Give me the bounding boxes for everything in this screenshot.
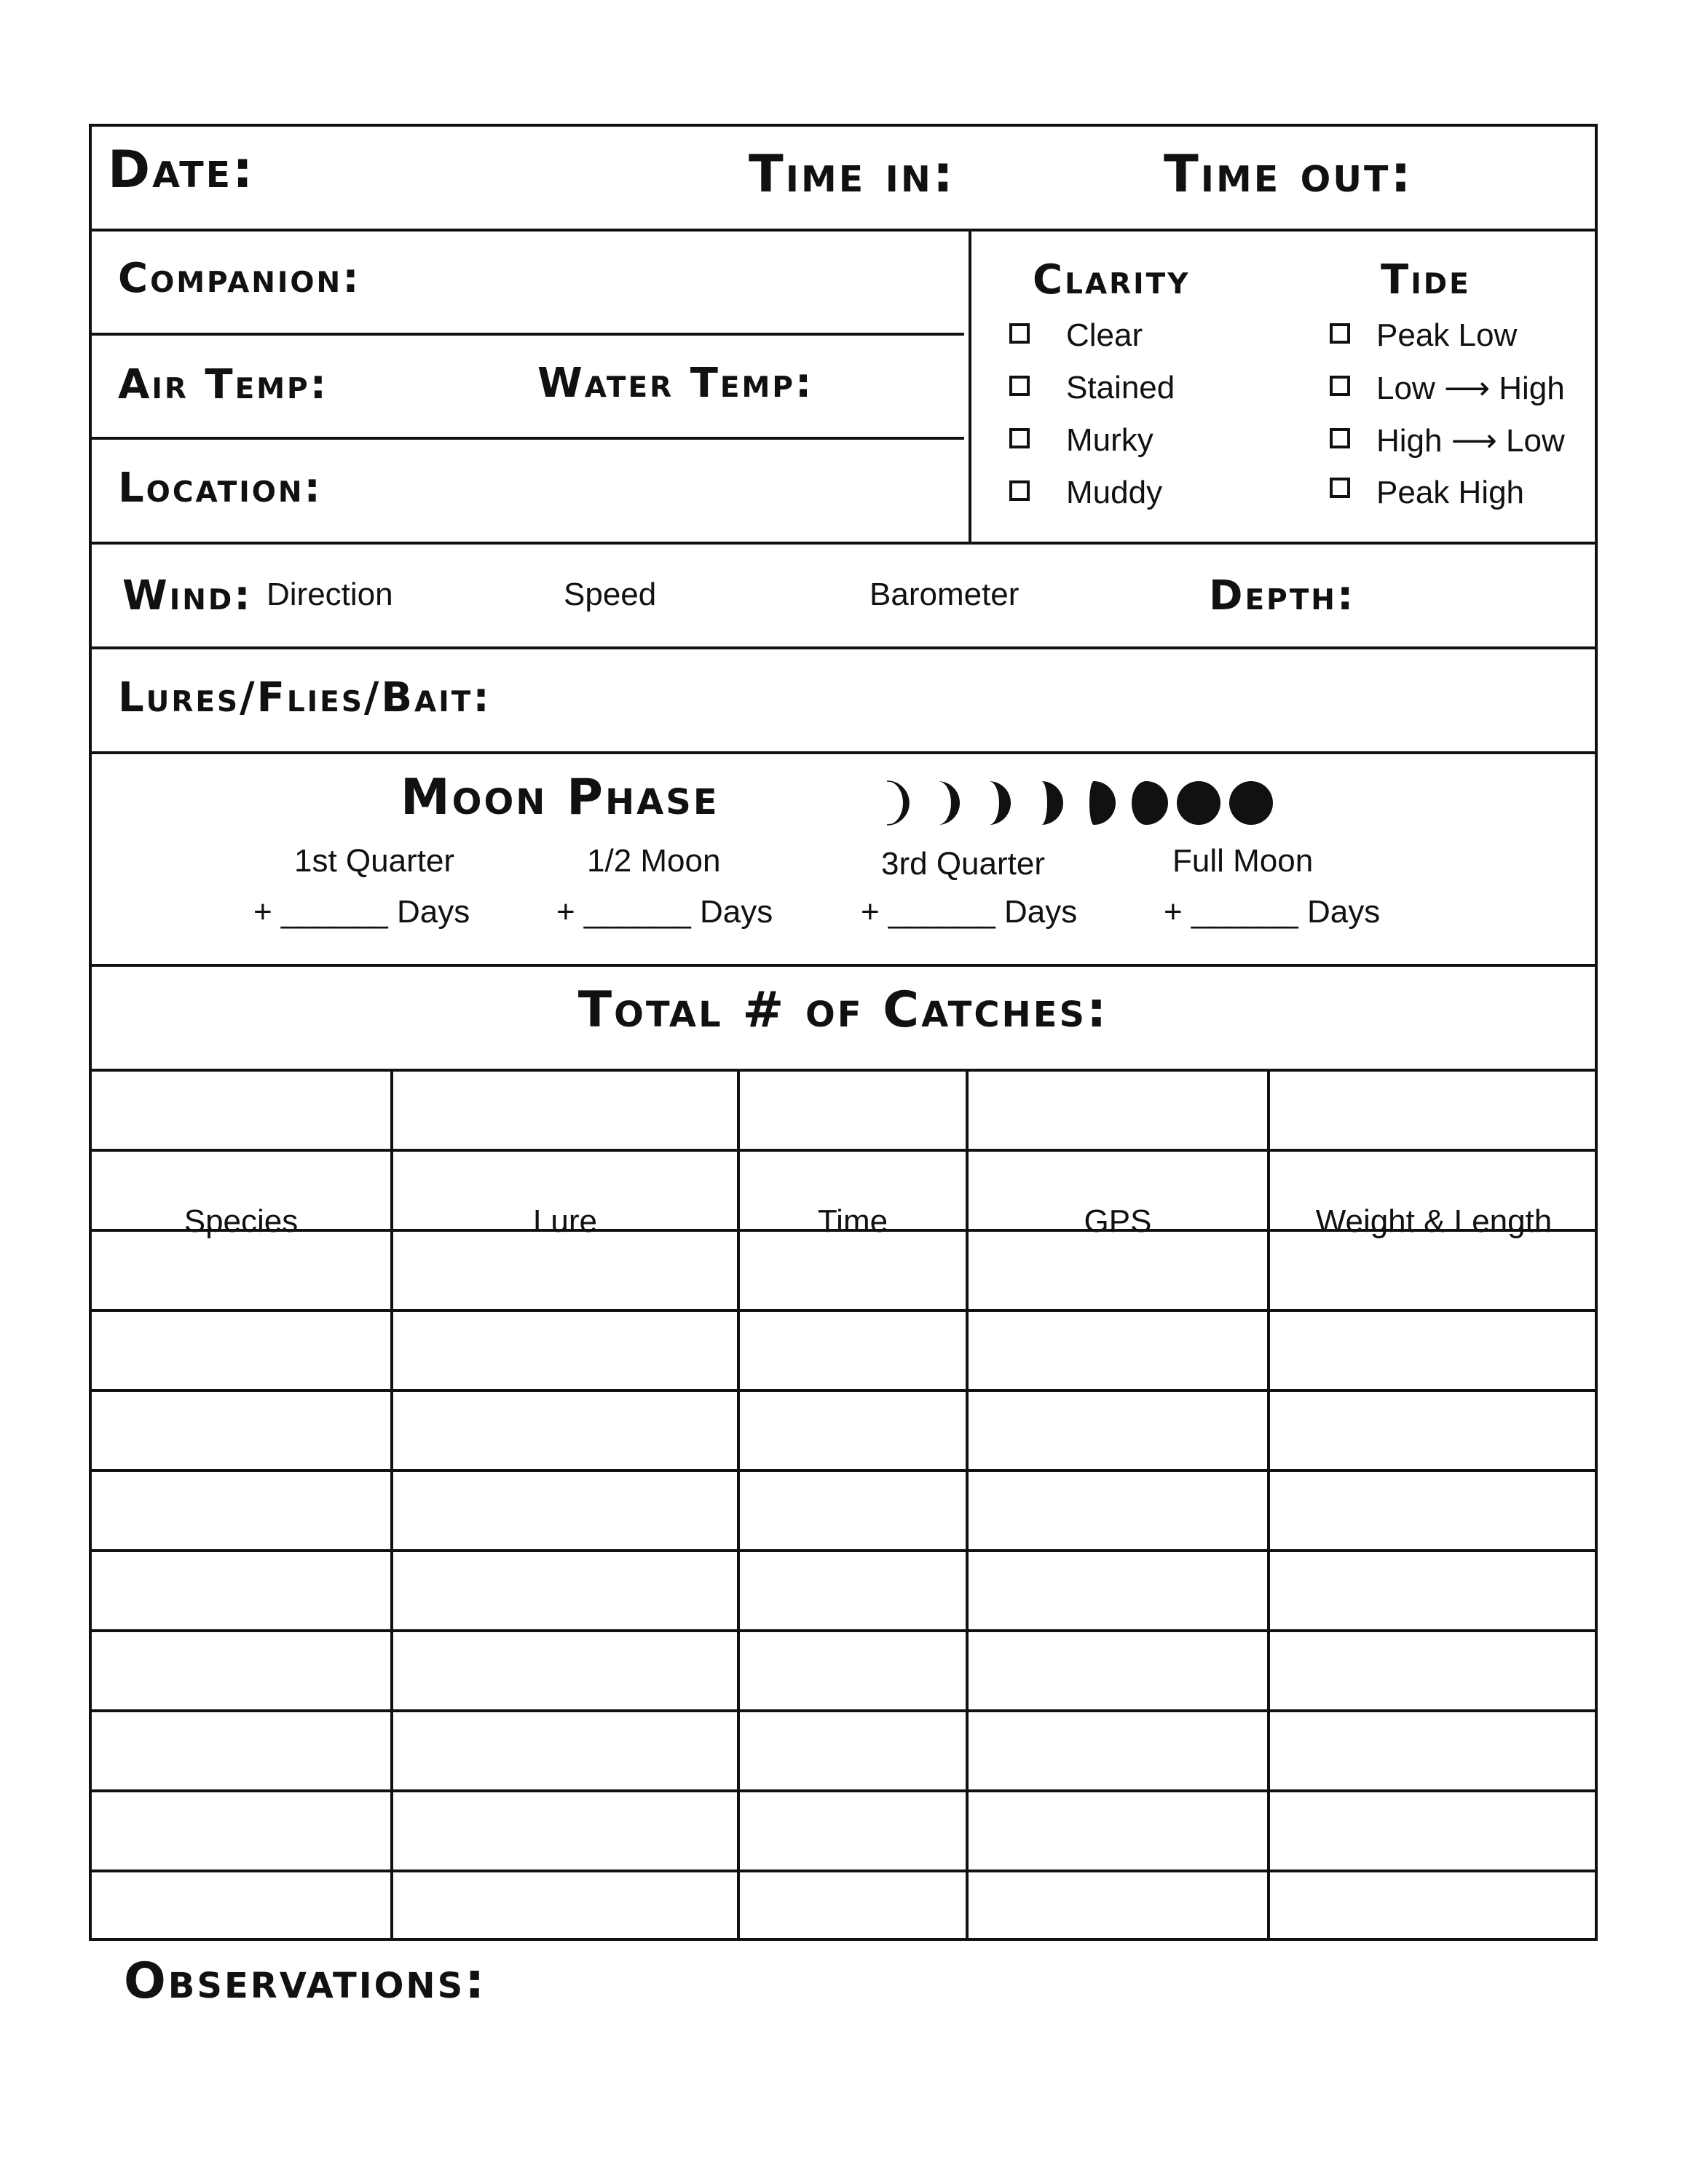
wind-speed-label: Speed xyxy=(564,577,657,612)
divider xyxy=(92,751,1595,754)
divider xyxy=(92,964,1595,967)
depth-label: Depth: xyxy=(1209,572,1356,620)
column-divider xyxy=(1267,1069,1270,1938)
table-row xyxy=(92,1309,1595,1312)
column-header-weight-length: Weight & Length xyxy=(1315,1203,1553,1239)
tide-title: Tide xyxy=(1381,256,1471,304)
moon-half-label: 1/2 Moon xyxy=(587,843,721,879)
clarity-muddy-checkbox[interactable] xyxy=(1009,480,1030,501)
moon-phase-6-icon xyxy=(1123,780,1170,826)
water-temp-label: Water Temp: xyxy=(537,360,814,407)
moon-phase-title: Moon Phase xyxy=(401,769,719,826)
clarity-murky-checkbox[interactable] xyxy=(1009,428,1030,448)
moon-first-quarter-label: 1st Quarter xyxy=(294,843,455,879)
tide-high-low-label: High ⟶ Low xyxy=(1376,423,1565,459)
time-in-label: Time in: xyxy=(749,144,955,204)
divider xyxy=(92,229,1595,232)
date-label: Date: xyxy=(108,140,256,199)
clarity-murky-label: Murky xyxy=(1066,422,1153,458)
moon-full-label: Full Moon xyxy=(1172,843,1314,879)
clarity-clear-checkbox[interactable] xyxy=(1009,323,1030,344)
tide-peak-low-label: Peak Low xyxy=(1376,317,1518,353)
column-divider xyxy=(737,1069,740,1938)
column-header-time: Time xyxy=(817,1203,888,1239)
lures-label: Lures/Flies/Bait: xyxy=(118,674,492,721)
total-catches-label: Total # of Catches: xyxy=(577,981,1109,1039)
divider xyxy=(92,333,964,336)
divider xyxy=(92,542,1595,545)
tide-low-high-checkbox[interactable] xyxy=(1330,376,1350,396)
catch-table xyxy=(92,1069,1595,1938)
divider xyxy=(92,437,964,440)
wind-label: Wind: xyxy=(122,572,253,620)
tide-peak-high-checkbox[interactable] xyxy=(1330,478,1350,498)
moon-phase-5-icon xyxy=(1070,780,1117,826)
column-divider xyxy=(390,1069,393,1938)
barometer-label: Barometer xyxy=(869,577,1019,612)
table-row xyxy=(92,1870,1595,1872)
divider xyxy=(969,229,971,542)
time-out-label: Time out: xyxy=(1164,144,1413,204)
moon-third-quarter-label: 3rd Quarter xyxy=(881,846,1045,882)
observations-label: Observations: xyxy=(124,1952,487,2010)
divider xyxy=(92,646,1595,649)
moon-phase-2-icon xyxy=(915,780,961,826)
moon-full-days: + ______ Days xyxy=(1164,894,1381,930)
clarity-muddy-label: Muddy xyxy=(1066,475,1163,510)
companion-label: Companion: xyxy=(118,255,361,302)
moon-third-quarter-days: + ______ Days xyxy=(861,894,1078,930)
wind-direction-label: Direction xyxy=(267,577,393,612)
air-temp-label: Air Temp: xyxy=(118,361,329,408)
table-row xyxy=(92,1149,1595,1152)
clarity-stained-checkbox[interactable] xyxy=(1009,376,1030,396)
clarity-stained-label: Stained xyxy=(1066,370,1175,405)
moon-half-days: + ______ Days xyxy=(556,894,773,930)
location-label: Location: xyxy=(118,464,323,512)
tide-peak-high-label: Peak High xyxy=(1376,475,1525,510)
column-header-lure: Lure xyxy=(532,1203,598,1239)
table-row xyxy=(92,1709,1595,1712)
tide-peak-low-checkbox[interactable] xyxy=(1330,323,1350,344)
clarity-title: Clarity xyxy=(1033,256,1191,304)
column-header-species: Species xyxy=(184,1203,299,1239)
table-row xyxy=(92,1549,1595,1552)
moon-phase-7-icon xyxy=(1175,780,1222,826)
tide-low-high-label: Low ⟶ High xyxy=(1376,371,1565,406)
table-row xyxy=(92,1469,1595,1472)
table-row xyxy=(92,1629,1595,1632)
clarity-clear-label: Clear xyxy=(1066,317,1143,353)
tide-high-low-checkbox[interactable] xyxy=(1330,428,1350,448)
fishing-log-form xyxy=(89,124,1598,1941)
table-row xyxy=(92,1789,1595,1792)
moon-phase-1-icon xyxy=(864,780,910,826)
moon-phase-4-icon xyxy=(1018,780,1065,826)
moon-first-quarter-days: + ______ Days xyxy=(253,894,470,930)
moon-phase-3-icon xyxy=(966,780,1012,826)
column-header-gps: GPS xyxy=(1084,1203,1152,1239)
column-divider xyxy=(966,1069,969,1938)
table-row xyxy=(92,1389,1595,1392)
moon-phase-8-icon xyxy=(1228,780,1274,826)
